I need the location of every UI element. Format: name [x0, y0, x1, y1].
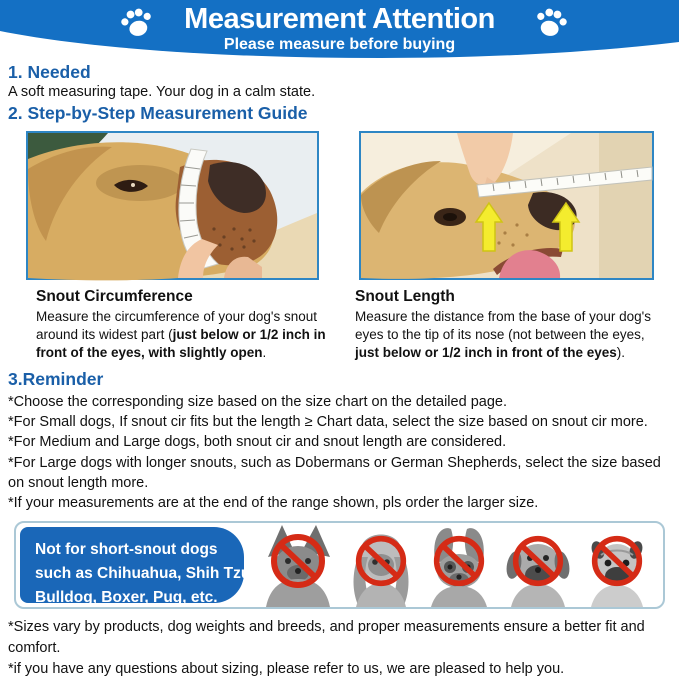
not-for-short-snout-banner [14, 521, 665, 609]
dog-french-bulldog-icon [423, 523, 495, 607]
no-sign-icon [432, 534, 486, 588]
caption-title: Snout Circumference [36, 288, 193, 305]
no-sign-icon [269, 532, 327, 590]
dog-boxer-icon [501, 523, 575, 607]
caption-text: Measure the distance from the base of your dog's eyes to the tip of its nose (not between the eyes, just below or 1/2 inch in front of the eyes). [355, 309, 651, 360]
caption-title: Snout Length [355, 288, 455, 305]
reminder-item: *For Large dogs with longer snouts, such as Dobermans or German Shepherds, select the size based on snout length more. [8, 454, 661, 492]
measurement-photos [26, 131, 671, 280]
footer-note: *Sizes vary by products, dog weights and breeds, and proper measurements ensure a better fit and comfort. [8, 618, 645, 656]
content [0, 62, 679, 609]
banner-line: such as Chihuahua, Shih Tzu, [35, 564, 255, 582]
reminder-item: *Choose the corresponding size based on the size chart on the detailed page. [8, 393, 507, 410]
banner-text-panel [20, 527, 255, 606]
snout-length-photo [359, 131, 654, 280]
page-title: Measurement Attention [184, 3, 495, 35]
no-sign-icon [354, 534, 408, 588]
reminder-item: *For Small dogs, If snout cir fits but the length ≥ Chart data, select the size based on snout cir more. [8, 414, 648, 431]
banner-line: Bulldog, Boxer, Pug, etc. [35, 588, 218, 606]
dog-chihuahua-icon [258, 523, 338, 607]
reminder-list [8, 392, 671, 514]
caption-snout-circumference [36, 288, 332, 362]
page-subtitle: Please measure before buying [223, 36, 456, 53]
section-heading-guide: 2. Step-by-Step Measurement Guide [8, 103, 308, 123]
caption-snout-length [355, 288, 651, 362]
no-sign-icon [590, 534, 644, 588]
banner-line: Not for short-snout dogs [35, 540, 218, 558]
section-heading-needed: 1. Needed [8, 62, 91, 82]
no-sign-icon [511, 534, 565, 588]
needed-text: A soft measuring tape. Your dog in a calm state. [8, 84, 316, 100]
photo-captions [36, 288, 671, 362]
snout-circumference-photo [26, 131, 319, 280]
dog-shih-tzu-icon [344, 523, 418, 607]
reminder-item: *If your measurements are at the end of the range shown, pls order the larger size. [8, 495, 539, 512]
header-banner [0, 0, 679, 60]
footer-notes [0, 617, 679, 681]
section-heading-reminder: 3.Reminder [8, 368, 104, 389]
prohibited-dog-breeds [248, 523, 663, 607]
footer-note: *if you have any questions about sizing, please refer to us, we are pleased to help you. [8, 661, 565, 678]
reminder-item: *For Medium and Large dogs, both snout cir and snout length are considered. [8, 434, 507, 451]
dog-pug-icon [581, 523, 653, 607]
caption-text: Measure the circumference of your dog's snout around its widest part (just below or 1/2 inch in front of the eyes, with slightly open. [36, 309, 326, 360]
